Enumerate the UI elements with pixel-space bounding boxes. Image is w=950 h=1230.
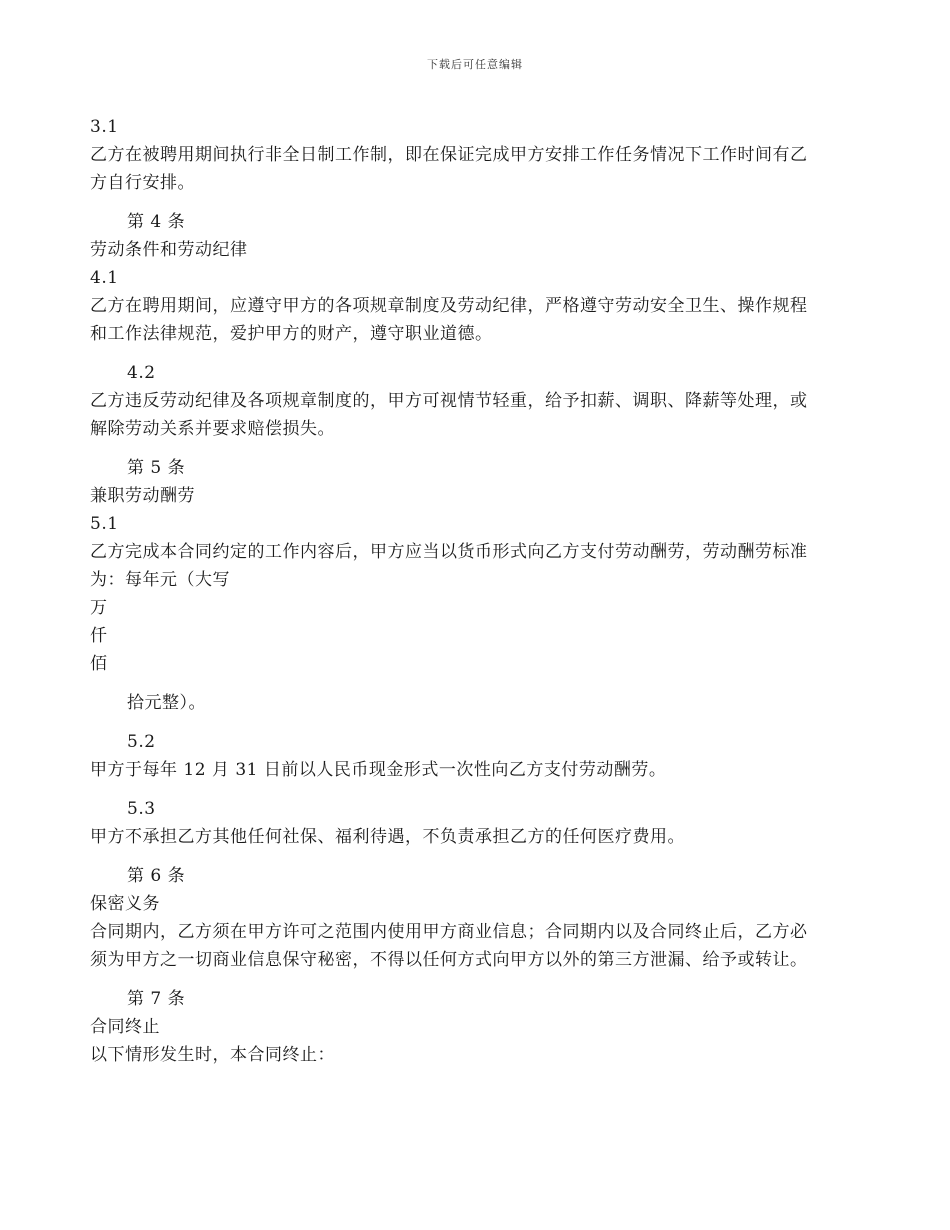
document-line: 以下情形发生时，本合同终止： (90, 1045, 335, 1065)
document-line: 须为甲方之一切商业信息保守秘密，不得以任何方式向甲方以外的第三方泄漏、给予或转让。 (90, 950, 808, 970)
document-line: 乙方在聘用期间，应遵守甲方的各项规章制度及劳动纪律，严格遵守劳动安全卫生、操作规程 (90, 296, 808, 316)
document-line: 万 (90, 598, 108, 618)
document-line: 合同期内，乙方须在甲方许可之范围内使用甲方商业信息；合同期内以及合同终止后，乙方必 (90, 922, 808, 942)
document-line: 和工作法律规范，爱护甲方的财产，遵守职业道德。 (90, 324, 493, 344)
document-line: 仟 (90, 626, 108, 646)
document-line: 甲方不承担乙方其他任何社保、福利待遇，不负责承担乙方的任何医疗费用。 (90, 827, 685, 847)
document-line: 方自行安排。 (90, 173, 195, 193)
document-line: 4.1 (90, 268, 119, 288)
document-line: 5.2 (127, 732, 156, 752)
document-line: 乙方完成本合同约定的工作内容后，甲方应当以货币形式向乙方支付劳动酬劳，劳动酬劳标准 (90, 542, 808, 562)
document-line: 合同终止 (90, 1017, 160, 1037)
document-line: 佰 (90, 654, 108, 674)
document-line: 第 4 条 (127, 212, 186, 232)
page-header: 下载后可任意编辑 (427, 58, 523, 71)
document-line: 第 5 条 (127, 458, 186, 478)
document-line: 第 6 条 (127, 866, 186, 886)
document-line: 解除劳动关系并要求赔偿损失。 (90, 419, 335, 439)
document-line: 乙方在被聘用期间执行非全日制工作制，即在保证完成甲方安排工作任务情况下工作时间有乙 (90, 145, 808, 165)
document-line: 乙方违反劳动纪律及各项规章制度的，甲方可视情节轻重，给予扣薪、调职、降薪等处理，或 (90, 391, 808, 411)
document-line: 兼职劳动酬劳 (90, 486, 195, 506)
document-line: 劳动条件和劳动纪律 (90, 240, 248, 260)
document-body (90, 113, 860, 1069)
document-line: 3.1 (90, 117, 119, 137)
document-line: 5.1 (90, 514, 119, 534)
document-line: 5.3 (127, 799, 156, 819)
document-line: 保密义务 (90, 894, 160, 914)
document-line: 为：每年元（大写 (90, 570, 230, 590)
document-line: 拾元整）。 (127, 693, 206, 713)
document-line: 第 7 条 (127, 989, 186, 1009)
document-line: 甲方于每年 12 月 31 日前以人民币现金形式一次性向乙方支付劳动酬劳。 (90, 760, 667, 780)
document-line: 4.2 (127, 363, 156, 383)
